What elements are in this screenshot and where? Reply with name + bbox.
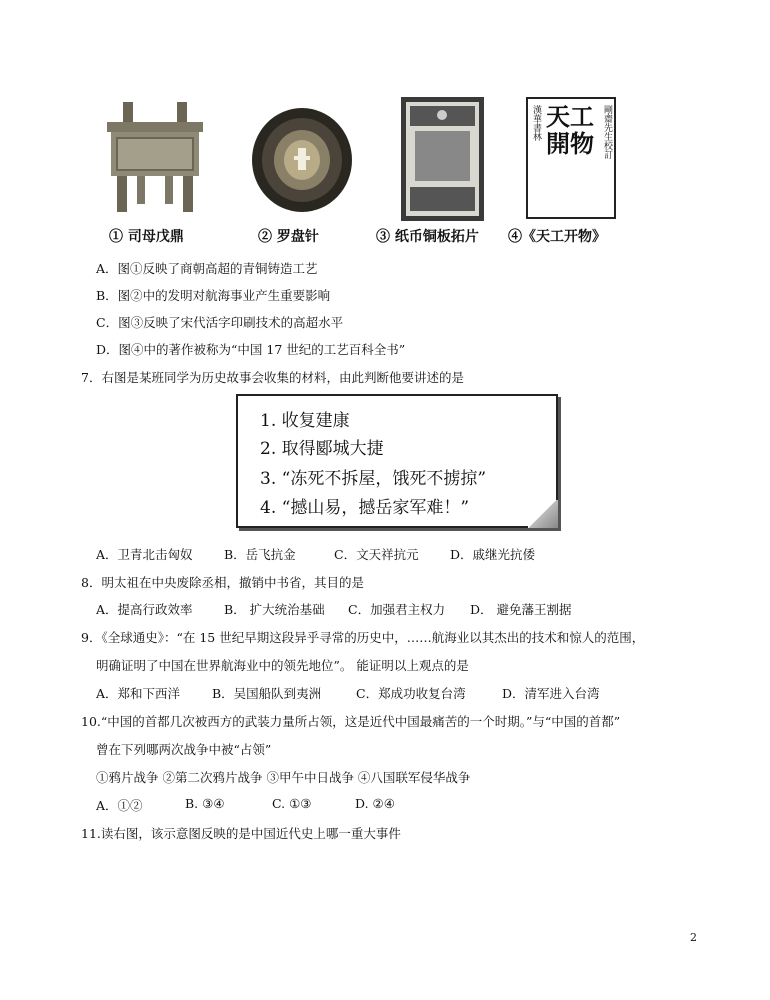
q10-option-c: C. ①③ xyxy=(272,796,312,811)
bronze-ding-image xyxy=(101,98,209,216)
q10-items: ①鸦片战争 ②第二次鸦片战争 ③甲午中日战争 ④八国联军侵华战争 xyxy=(96,770,471,785)
q10-stem-line2: 曾在下列哪两次战争中被“占领” xyxy=(96,742,272,757)
q6-option-c: C．图③反映了宋代活字印刷技术的高超水平 xyxy=(96,315,344,330)
callout-item: 2. 取得郾城大捷 xyxy=(260,439,384,459)
q7-callout-box xyxy=(236,394,558,528)
q9-stem-line1: 9．《全球通史》：“在 15 世纪早期这段异乎寻常的历史中，……航海业以其杰出的技术和惊人的范围， xyxy=(81,630,645,645)
q10-option-b: B. ③④ xyxy=(185,796,225,811)
compass-image xyxy=(250,104,354,216)
q9-option-c: C．郑成功收复台湾 xyxy=(356,686,466,701)
q9-option-a: A．郑和下西洋 xyxy=(96,686,181,701)
q9-option-b: B．吴国船队到夷洲 xyxy=(212,686,322,701)
q8-option-b: B． 扩大统治基础 xyxy=(224,602,325,617)
q8-option-d: D． 避免藩王割据 xyxy=(470,602,572,617)
figure-caption-3: ③ 纸币铜板拓片 xyxy=(376,229,479,245)
q10-option-a: A．①② xyxy=(96,798,143,813)
cover-side-right: 剛齋先生校訂 xyxy=(602,105,612,159)
q6-option-d: D．图④中的著作被称为“中国 17 世纪的工艺百科全书” xyxy=(96,342,406,357)
q8-option-c: C．加强君主权力 xyxy=(348,602,446,617)
paper-money-plate-image xyxy=(401,97,484,221)
cover-title: 天工開物 xyxy=(546,102,594,158)
q7-option-b: B．岳飞抗金 xyxy=(224,547,296,562)
page-curl-icon xyxy=(528,500,558,528)
callout-item: 1. 收复建康 xyxy=(260,411,350,431)
q6-option-a: A．图①反映了商朝高超的青铜铸造工艺 xyxy=(96,261,318,276)
figure-caption-1: ① 司母戊鼎 xyxy=(109,229,184,245)
q6-option-b: B．图②中的发明对航海事业产生重要影响 xyxy=(96,288,331,303)
q8-option-a: A．提高行政效率 xyxy=(96,602,193,617)
q9-stem-line2: 明确证明了中国在世界航海业中的领先地位”。 能证明以上观点的是 xyxy=(96,658,469,673)
q7-option-a: A．卫青北击匈奴 xyxy=(96,547,193,562)
q7-stem: 7．右图是某班同学为历史故事会收集的材料，由此判断他要讲述的是 xyxy=(81,370,464,385)
q10-stem-line1: 10.“中国的首都几次被西方的武装力量所占领，这是近代中国最痛苦的一个时期。”与“中国的首都” xyxy=(81,714,621,729)
q8-stem: 8．明太祖在中央废除丞相，撤销中书省，其目的是 xyxy=(81,575,364,590)
q9-option-d: D．清军进入台湾 xyxy=(502,686,600,701)
q7-option-d: D．戚继光抗倭 xyxy=(450,547,536,562)
book-cover-image xyxy=(526,97,616,219)
cover-side-left: 漢華書林 xyxy=(531,105,541,141)
figure-caption-4: ④《天工开物》 xyxy=(508,229,606,245)
figure-caption-2: ② 罗盘针 xyxy=(258,229,319,245)
callout-item: 3. “冻死不拆屋，饿死不掳掠” xyxy=(260,469,487,489)
page-number: 2 xyxy=(690,931,697,944)
q11-stem: 11.读右图，该示意图反映的是中国近代史上哪一重大事件 xyxy=(81,826,401,841)
callout-item: 4. “撼山易，撼岳家军难！” xyxy=(260,498,470,518)
q7-option-c: C．文天祥抗元 xyxy=(334,547,419,562)
q10-option-d: D. ②④ xyxy=(355,796,395,811)
